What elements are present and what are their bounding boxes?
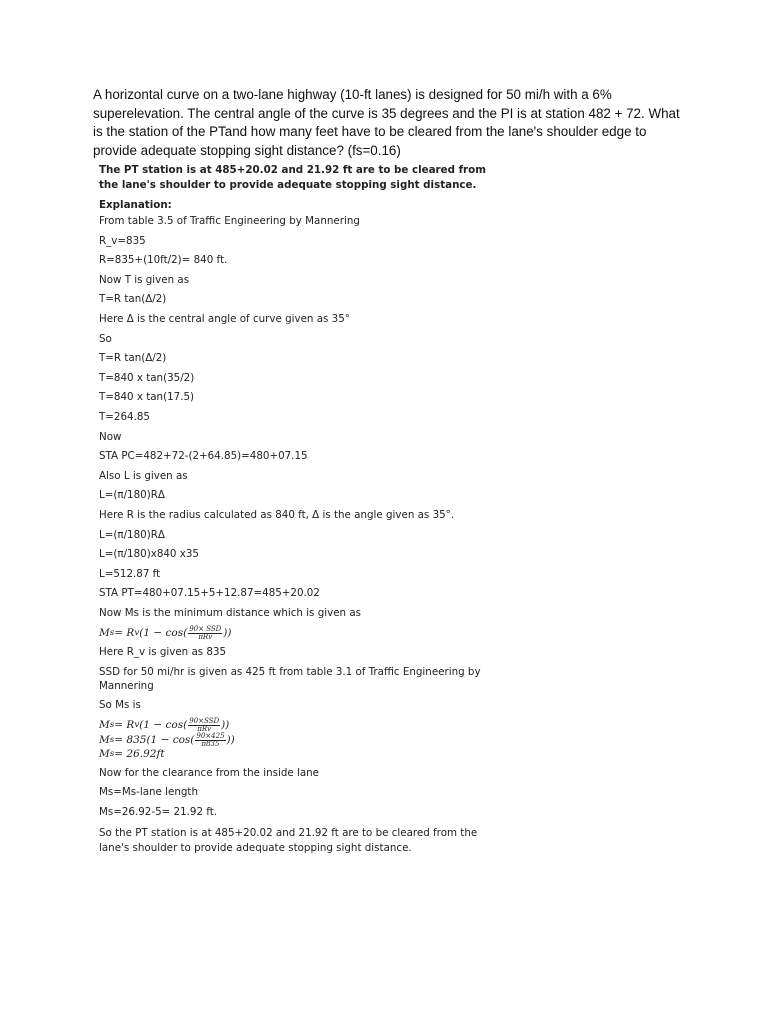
ssd-line: SSD for 50 mi/hr is given as 425 ft from table 3.1 of Traffic Engineering by Mannering — [99, 666, 481, 692]
formula-pre: (1 − cos( — [146, 734, 195, 747]
fraction-denominator: πRv — [198, 632, 213, 641]
formula-pre: (1 − cos( — [139, 627, 188, 640]
step-line: Now T is given as — [99, 273, 190, 286]
ms-formula-line — [99, 748, 489, 760]
step-line: R_v=835 — [99, 234, 146, 247]
formula-lhs-sub: s — [109, 628, 115, 639]
formula-pre: (1 − cos( — [139, 719, 188, 732]
step-line: T=840 x tan(35/2) — [99, 371, 195, 384]
formula-post: )) — [226, 734, 235, 747]
formula-post: )) — [223, 627, 232, 640]
answer-summary: The PT station is at 485+20.02 and 21.92 ft are to be cleared from the lane's shoulder to provide adequate stopping sight distance. — [99, 164, 486, 191]
ms-is-line: So Ms is — [99, 699, 141, 712]
explanation-heading: Explanation: — [99, 199, 172, 211]
ms-formula-line — [99, 718, 489, 733]
step-line: L=512.87 ft — [99, 567, 161, 580]
step-line: Now — [99, 430, 122, 443]
step-line: Here R is the radius calculated as 840 ft, Δ is the angle given as 35°. — [99, 508, 455, 521]
step-line: T=R tan(Δ/2) — [99, 352, 167, 365]
formula-lhs: M — [99, 719, 110, 732]
formula-lhs: M — [99, 747, 110, 760]
step-line: From table 3.5 of Traffic Engineering by Mannering — [99, 215, 360, 227]
step-line: Also L is given as — [99, 469, 188, 482]
formula-fraction — [188, 718, 220, 733]
answer-conclusion: So the PT station is at 485+20.02 and 21.92 ft are to be cleared from the lane's shoulder to provide adequate stopping sight distance. — [99, 827, 478, 854]
ms-calculation — [99, 718, 489, 760]
step-line: STA PT=480+07.15+5+12.87=485+20.02 — [99, 587, 320, 600]
formula-lhs-sub: s — [109, 735, 115, 746]
step-line: R=835+(10ft/2)= 840 ft. — [99, 254, 228, 267]
ms-formula — [99, 623, 489, 643]
fraction-denominator: π835 — [201, 739, 220, 748]
step-line: L=(π/180)x840 x35 — [99, 548, 199, 561]
formula-fraction — [188, 626, 222, 641]
fraction-numerator: 90×SSD — [189, 716, 220, 725]
formula-lhs: M — [99, 734, 110, 747]
step-line: Here Δ is the central angle of curve given as 35° — [99, 312, 350, 325]
steps-part-a — [99, 212, 489, 623]
step-line: Now for the clearance from the inside lane — [99, 766, 320, 779]
steps-part-c — [99, 764, 489, 823]
formula-eq: = R — [114, 719, 135, 732]
formula-eq: = R — [114, 627, 135, 640]
formula-eq: = 26.92ft — [114, 747, 165, 760]
step-line: STA PC=482+72-(2+64.85)=480+07.15 — [99, 450, 308, 463]
formula-lhs-sub: s — [109, 748, 115, 759]
formula-lhs: M — [99, 627, 110, 640]
question-text: A horizontal curve on a two-lane highway (10-ft lanes) is designed for 50 mi/h with a 6% superelevation. The central angle of the curve is 35 degrees and the PI is at station 482 + 72. What is the station of the PTand how many feet have to be cleared from the lane's shoulder edge to provide adequate stopping sight distance? (fs=0.16) — [93, 87, 680, 158]
formula-eq-sub: v — [134, 720, 140, 731]
step-line: T=840 x tan(17.5) — [99, 391, 195, 404]
step-line: So — [99, 332, 112, 345]
step-line: T=264.85 — [99, 410, 150, 423]
step-line: Ms=26.92-5= 21.92 ft. — [99, 805, 218, 818]
formula-eq-sub: v — [134, 628, 140, 639]
formula-post: )) — [221, 719, 230, 732]
fraction-numerator: 90×425 — [196, 731, 225, 740]
step-line: L=(π/180)RΔ — [99, 489, 165, 502]
formula-lhs-sub: s — [109, 720, 115, 731]
formula-fraction — [195, 733, 225, 748]
formula-eq: = 835 — [114, 734, 147, 747]
step-line: T=R tan(Δ/2) — [99, 293, 167, 306]
step-line: Now Ms is the minimum distance which is given as — [99, 606, 361, 619]
step-line: L=(π/180)RΔ — [99, 528, 165, 541]
step-line: Ms=Ms-lane length — [99, 786, 198, 799]
ms-formula-line — [99, 733, 489, 748]
step-line: Here R_v is given as 835 — [99, 646, 227, 659]
fraction-numerator: 90× SSD — [189, 624, 222, 633]
answer-block — [99, 163, 489, 855]
fraction-denominator: πRv — [197, 724, 212, 733]
